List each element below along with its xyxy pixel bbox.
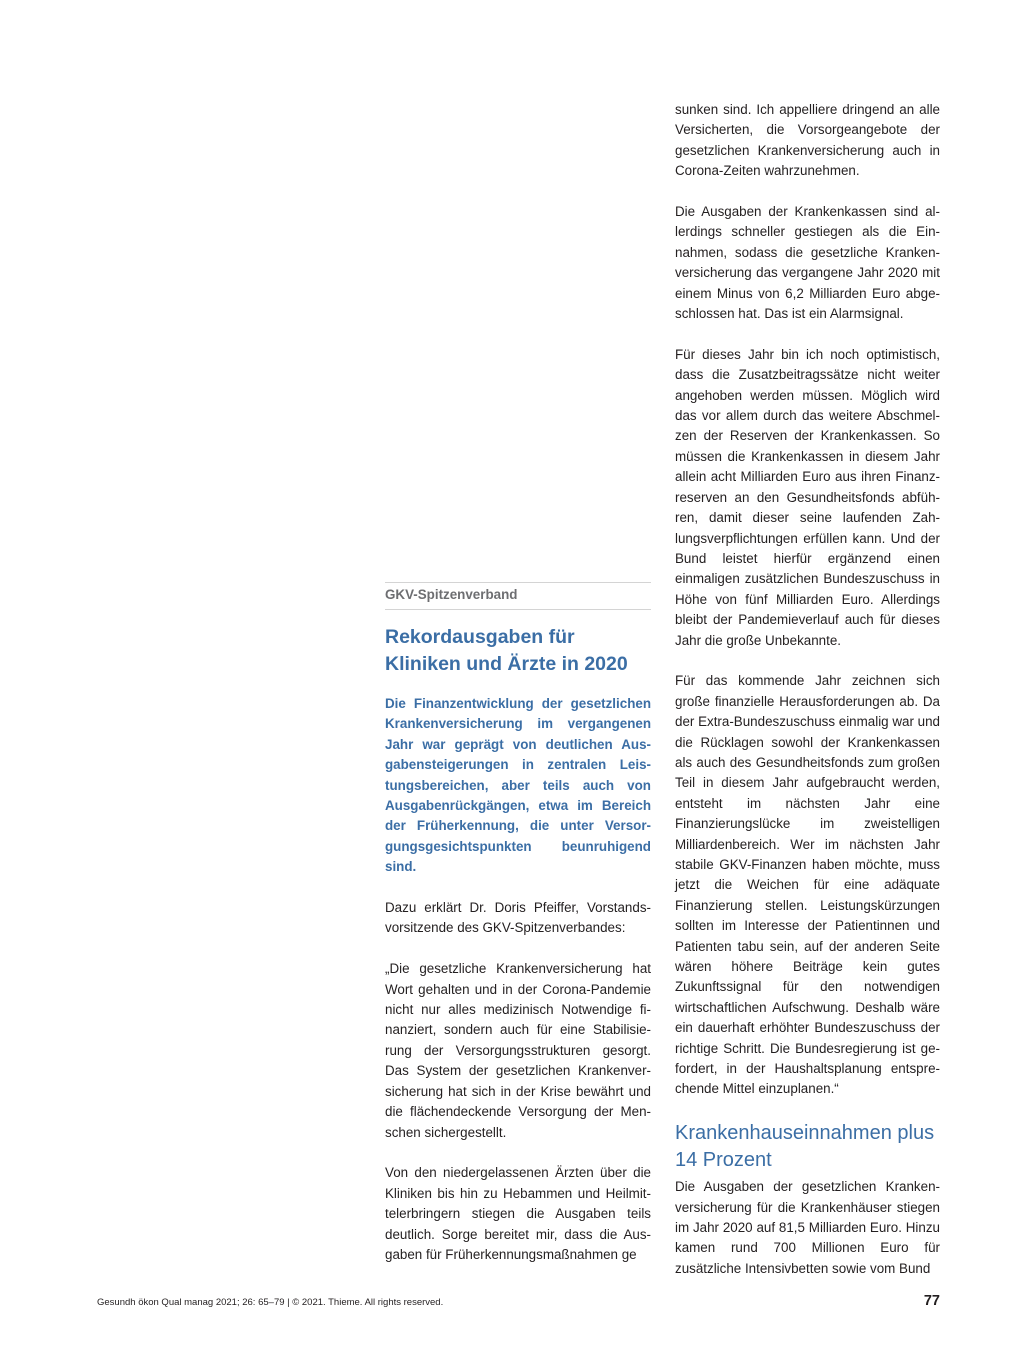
body-paragraph: sunken sind. Ich appelliere dringend an alle Versicherten, die Vorsorgeangebote der gesetzlichen Krankenversicherung auch in Corona-Zeiten wahrzunehmen. xyxy=(675,102,940,179)
body-paragraph: Die Ausgaben der Krankenkassen sind allerdings schneller gestiegen als die Einnahmen, sodass die gesetzliche Krankenversicherung das vergangene Jahr 2020 mit einem Minus von 6,2 Milliarden Euro abgeschlossen hat. Das ist ein Alarmsignal. xyxy=(675,204,940,322)
page-number: 77 xyxy=(923,1293,940,1309)
section-subheading xyxy=(675,1120,940,1174)
section-label: GKV-Spitzenverband xyxy=(385,582,651,610)
body-paragraph: Dazu erklärt Dr. Doris Pfeiffer, Vorstandsvorsitzende des GKV-Spitzenverbandes: xyxy=(385,900,651,936)
article-title-line-2: Kliniken und Ärzte in 2020 xyxy=(385,653,628,675)
subheading-line-2: 14 Prozent xyxy=(675,1149,772,1172)
footer-citation: Gesundh ökon Qual manag 2021; 26: 65–79 | © 2021. Thieme. All rights reserved. xyxy=(97,1297,444,1308)
article-title-line-1: Rekordausgaben für xyxy=(385,626,575,648)
body-paragraph: Für das kommende Jahr zeichnen sich große finanzielle Herausforderungen ab. Da der Extra-Bundeszuschuss einmalig war und die Rücklagen sowohl der Krankenkassen als auch des Gesundheitsfonds zum großen Teil in diesem Jahr aufgebraucht werden, entsteht im nächsten Jahr eine Finanzierungslücke im zweistelligen Milliardenbereich. Wer im nächsten Jahr stabile GKV-Finanzen haben möchte, muss jetzt die Weichen für eine adäquate Finanzierung stellen. Leistungskürzungen sollten im Interesse der Patientinnen und Patienten tabu sein, auf der anderen Seite wären höhere Beiträge kein gutes Zukunftssignal für den notwendigen wirtschaftlichen Aufschwung. Deshalb wäre ein dauerhaft erhöhter Bundeszuschuss der richtige Schritt. Die Bundesregierung ist gefordert, in der Haushaltsplanung entsprechende Mittel einzuplanen.“ xyxy=(675,673,940,1097)
body-paragraph: „Die gesetzliche Krankenversicherung hat Wort gehalten und in der Corona-Pandemie nicht nur alles medizinisch Notwendige finanziert, sondern auch für eine Stabilisierung der Versorgungsstrukturen gesorgt. Das System der gesetzlichen Krankenversicherung hat sich in der Krise bewährt und die flächendeckende Versorgung der Menschen sichergestellt. xyxy=(385,961,651,1140)
body-paragraph: Von den niedergelassenen Ärzten über die Kliniken bis hin zu Hebammen und Heilmittelerbringern stiegen die Ausgaben teils deutlich. Sorge bereitet mir, dass die Ausgaben für Früherkennungsmaßnahmen ge xyxy=(385,1165,651,1262)
right-column xyxy=(675,100,940,1279)
lead-paragraph: Die Finanzentwicklung der gesetzlichen Krankenversicherung im vergangenen Jahr war geprägt von deutlichen Ausgabensteigerungen in zentralen Leistungsbereichen, aber teils auch von Ausgabenrückgängen, etwa im Bereich der Früherkennung, die unter Versorgungsgesichtspunkten beunruhigend sind. xyxy=(385,696,651,875)
article-title xyxy=(385,624,651,678)
body-paragraph: Für dieses Jahr bin ich noch optimistisch, dass die Zusatzbeitragssätze nicht weiter angehoben werden müssen. Möglich wird das vor allem durch das weitere Abschmelzen der Reserven der Krankenkassen. So müssen die Krankenkassen in diesem Jahr allein acht Milliarden Euro aus ihren Finanzreserven an den Gesundheitsfonds abführen, damit dieser seine laufenden Zahlungsverpflichtungen erfüllen kann. Und der Bund leistet hierfür ergänzend einen einmaligen zusätzlichen Bundeszuschuss in Höhe von fünf Milliarden Euro. Allerdings bleibt der Pandemieverlauf auch für dieses Jahr die große Unbekannte. xyxy=(675,346,940,648)
subheading-line-1: Krankenhauseinnahmen plus xyxy=(675,1122,935,1145)
body-paragraph: Die Ausgaben der gesetzlichen Krankenversicherung für die Krankenhäuser stiegen im Jahr 2020 auf 81,5 Milliarden Euro. Hinzu kamen rund 700 Millionen Euro für zusätzliche Intensivbetten sowie vom Bund xyxy=(675,1179,940,1276)
middle-column xyxy=(385,582,651,1265)
